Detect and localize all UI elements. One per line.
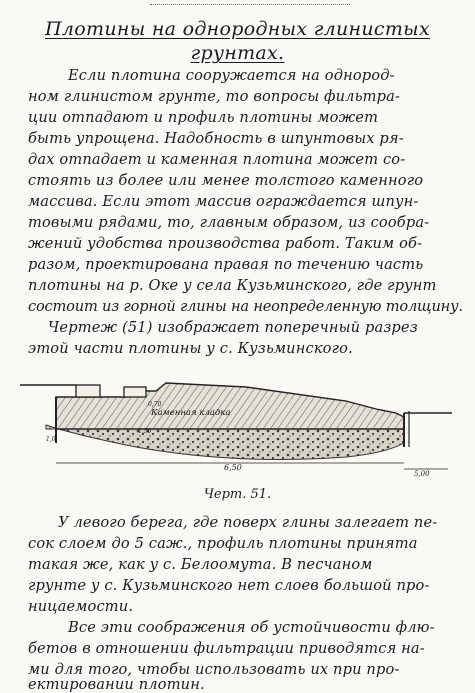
paragraph1-line: Если плотина сооружается на однород-: [68, 67, 395, 84]
paragraph1-line: стоять из более или менее толстого каменного: [28, 172, 424, 189]
paragraph1-line: Чертеж (51) изображает поперечный разрез: [48, 319, 418, 336]
section-title-line2: грунтах.: [190, 42, 285, 64]
figure-label-left-mark: 1,0: [46, 436, 56, 443]
paragraph2-line: ницаемости.: [28, 598, 134, 615]
paragraph1-line: этой части плотины у с. Кузьминского.: [28, 340, 353, 357]
section-title-line1: Плотины на однородных глинистых: [45, 18, 430, 40]
paragraph2-line: такая же, как у с. Белоомута. В песчаном: [28, 556, 373, 573]
paragraph2-line: ектировании плотин.: [28, 676, 205, 693]
paragraph1-line: ном глинистом грунте, то вопросы фильтра-: [28, 88, 401, 105]
paragraph1-line: массива. Если этот массив ограждается шпун-: [28, 193, 419, 210]
stone-masonry-body: [56, 383, 404, 429]
paragraph1-line: состоит из горной глины на неопределенную толщину.: [28, 298, 463, 315]
paragraph1-line: разом, проектирована правая по течению часть: [28, 256, 424, 273]
figure-label-stone: Каменная кладка: [151, 408, 231, 418]
paragraph2-line: ми для того, чтобы использовать их при про-: [28, 661, 400, 678]
crest-step: [124, 387, 146, 397]
figure-label-width-mark: 6,50: [224, 463, 242, 472]
figure-label-top-mark: 0,70: [148, 401, 162, 408]
paragraph1-line: плотины на р. Оке у села Кузьминского, где грунт: [28, 277, 437, 294]
paragraph2-line: Все эти соображения об устойчивости флю-: [68, 619, 435, 636]
paragraph1-line: жений удобства производства работ. Таким об-: [28, 235, 423, 252]
paragraph1-line: дах отпадает и каменная плотина может со-: [28, 151, 406, 168]
paragraph1-line: товыми рядами, то, главным образом, из сообра-: [28, 214, 430, 231]
paragraph2-line: бетов в отношении фильтрации приводятся на-: [28, 640, 425, 657]
figure-label-right-mark: 5,00: [414, 470, 430, 478]
paragraph2-line: грунте у с. Кузьминского нет слоев большой про-: [28, 577, 430, 594]
figure-caption: Черт. 51.: [203, 487, 272, 502]
paragraph2-line: сок слоем до 5 саж., профиль плотины принята: [28, 535, 418, 552]
dam-cross-section-figure: [16, 373, 456, 485]
paragraph2-line: У левого берега, где поверх глины залегает пе-: [58, 514, 438, 531]
paragraph1-line: ции отпадают и профиль плотины может: [28, 109, 379, 126]
foundation-mass: [46, 425, 404, 459]
figure-label-depth-mark: 1,50: [138, 428, 152, 435]
page-top-mark: [150, 0, 350, 5]
paragraph1-line: быть упрощена. Надобность в шпунтовых ря-: [28, 130, 404, 147]
crest-step: [76, 385, 100, 397]
